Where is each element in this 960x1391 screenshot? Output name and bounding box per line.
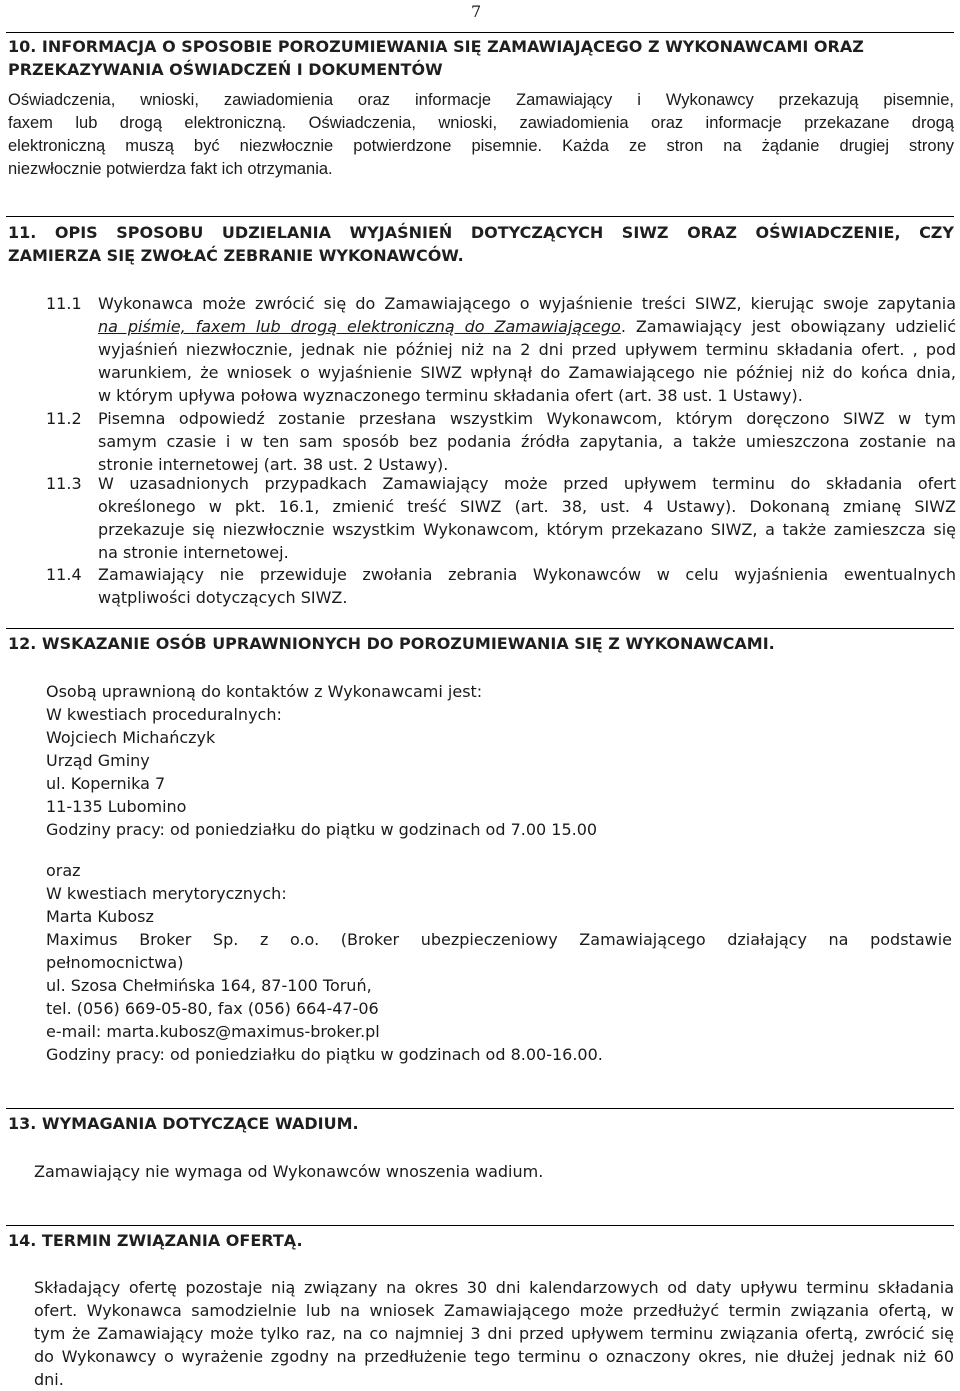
section-12-top-rule (6, 628, 954, 629)
item-line: Zamawiający nie przewiduje zwołania zebrania Wykonawców w celu wyjaśnienia ewentualnych (98, 565, 956, 584)
item-number: 11.2 (46, 409, 82, 428)
underlined-phrase: na piśmie, faxem lub drogą elektroniczną do Zamawiającego (98, 317, 621, 336)
section-13-text: Zamawiający nie wymaga od Wykonawców wnoszenia wadium. (34, 1162, 544, 1181)
contact-line: W kwestiach proceduralnych: (46, 705, 282, 724)
broker-entry (46, 928, 952, 974)
item-11-4 (6, 563, 956, 609)
contact-line: Urząd Gminy (46, 751, 150, 770)
page-number: 7 (471, 2, 482, 21)
paragraph-line: do Wykonawcy o wyrażenie zgodny na przedłużenie tego terminu o oznaczony okres, nie dłużej jednak niż 60 (34, 1347, 954, 1366)
item-line: warunkiem, że wniosek o wyjaśnienie SIWZ wpłynął do Zamawiającego nie później niż do końca dnia, (98, 363, 956, 382)
contacts-procedural (46, 680, 952, 841)
item-number: 11.4 (46, 565, 82, 584)
item-11-2 (6, 407, 956, 476)
contact-line: Osobą uprawnioną do kontaktów z Wykonawcami jest: (46, 682, 483, 701)
section-14-paragraph (34, 1276, 954, 1391)
section-11-heading-line-2: ZAMIERZA SIĘ ZWOŁAĆ ZEBRANIE WYKONAWCÓW. (8, 246, 464, 265)
item-number: 11.1 (46, 294, 82, 313)
section-13-heading: 13. WYMAGANIA DOTYCZĄCE WADIUM. (8, 1114, 359, 1133)
item-line: samym czasie i w ten sam sposób bez podania źródła zapytania, a także umieszczona zostanie na (98, 432, 956, 451)
section-10-top-rule (6, 32, 954, 33)
item-11-1 (6, 292, 956, 407)
broker-line: pełnomocnictwa) (46, 953, 184, 972)
item-11-3 (6, 472, 956, 564)
item-line: wątpliwości dotyczących SIWZ. (98, 588, 348, 607)
section-10-heading-line-2: PRZEKAZYWANIA OŚWIADCZEŃ I DOKUMENTÓW (8, 60, 443, 79)
item-line: określonego w pkt. 16.1, zmienić treść SIWZ (art. 38, ust. 4 Ustawy). Dokonaną zmianę SIWZ (98, 497, 956, 516)
paragraph-line: tym że Zamawiający może tylko raz, na co najmniej 3 dni przed upływem terminu związania ofertą, zwrócić się (34, 1324, 954, 1343)
paragraph-line: Oświadczenia, wnioski, zawiadomienia oraz informacje Zamawiający i Wykonawcy przekazują pisemnie, (8, 91, 954, 109)
paragraph-line: faxem lub drogą elektroniczną. Oświadczenia, wnioski, zawiadomienia oraz informacje przekazane drogą (8, 114, 954, 132)
contact-line: Godziny pracy: od poniedziałku do piątku w godzinach od 8.00-16.00. (46, 1045, 603, 1064)
section-11-top-rule (6, 216, 954, 217)
contact-line: Marta Kubosz (46, 907, 154, 926)
contact-line: oraz (46, 861, 81, 880)
item-line-rest: . Zamawiający jest obowiązany udzielić (620, 317, 957, 336)
item-line: W uzasadnionych przypadkach Zamawiający może przed upływem terminu do składania ofert (98, 474, 956, 493)
section-11-heading (8, 221, 954, 267)
contact-line: tel. (056) 669-05-80, fax (056) 664-47-06 (46, 999, 379, 1018)
item-line: w którym upływa połowa wyznaczonego terminu składania ofert (art. 38 ust. 1 Ustawy). (98, 386, 803, 405)
contacts-substantive (46, 859, 952, 928)
contact-line: W kwestiach merytorycznych: (46, 884, 287, 903)
contact-line: 11-135 Lubomino (46, 797, 187, 816)
broker-contact-details (46, 974, 952, 1066)
paragraph-line: elektroniczną muszą być niezwłocznie potwierdzone pisemnie. Każda ze stron na żądanie drugiej strony (8, 137, 954, 155)
section-12-heading: 12. WSKAZANIE OSÓB UPRAWNIONYCH DO POROZUMIEWANIA SIĘ Z WYKONAWCAMI. (8, 634, 775, 653)
contact-line: ul. Kopernika 7 (46, 774, 166, 793)
item-line: Pisemna odpowiedź zostanie przesłana wszystkim Wykonawcom, którym doręczono SIWZ w tym (98, 409, 956, 428)
paragraph-line: niezwłocznie potwierdza fakt ich otrzymania. (8, 160, 333, 178)
item-line (98, 315, 956, 338)
contact-line: e-mail: marta.kubosz@maximus-broker.pl (46, 1022, 380, 1041)
section-14-top-rule (6, 1225, 954, 1226)
item-line: Wykonawca może zwrócić się do Zamawiającego o wyjaśnienie treści SIWZ, kierując swoje zapytania (98, 294, 956, 313)
paragraph-line: dni. (34, 1370, 64, 1389)
section-10-heading-line-1: 10. INFORMACJA O SPOSOBIE POROZUMIEWANIA SIĘ ZAMAWIAJĄCEGO Z WYKONAWCAMI ORAZ (8, 37, 864, 56)
contact-line: Wojciech Michańczyk (46, 728, 216, 747)
item-line: wyjaśnień niezwłocznie, jednak nie później niż na 2 dni przed upływem terminu składania ofert. , pod (98, 340, 956, 359)
item-number: 11.3 (46, 474, 82, 493)
item-line: na stronie internetowej. (98, 543, 289, 562)
section-11-heading-line-1: 11. OPIS SPOSOBU UDZIELANIA WYJAŚNIEŃ DOTYCZĄCYCH SIWZ ORAZ OŚWIADCZENIE, CZY (8, 223, 954, 242)
contact-line: ul. Szosa Chełmińska 164, 87-100 Toruń, (46, 976, 372, 995)
item-line: stronie internetowej (art. 38 ust. 2 Ustawy). (98, 455, 449, 474)
paragraph-line: Składający ofertę pozostaje nią związany na okres 30 dni kalendarzowych od daty upływu terminu składania (34, 1278, 954, 1297)
section-10-paragraph (8, 89, 954, 181)
section-10-heading (8, 35, 954, 81)
section-13-top-rule (6, 1108, 954, 1109)
item-line: przekazuje się niezwłocznie wszystkim Wykonawcom, którym przekazano SIWZ, a także zamieszcza się (98, 520, 956, 539)
paragraph-line: ofert. Wykonawca samodzielnie lub na wniosek Zamawiającego może przedłużyć termin związania ofertą, w (34, 1301, 954, 1320)
contact-line: Godziny pracy: od poniedziałku do piątku w godzinach od 7.00 15.00 (46, 820, 598, 839)
section-14-heading: 14. TERMIN ZWIĄZANIA OFERTĄ. (8, 1231, 303, 1250)
broker-line: Maximus Broker Sp. z o.o. (Broker ubezpieczeniowy Zamawiającego działający na podstawie (46, 930, 952, 949)
